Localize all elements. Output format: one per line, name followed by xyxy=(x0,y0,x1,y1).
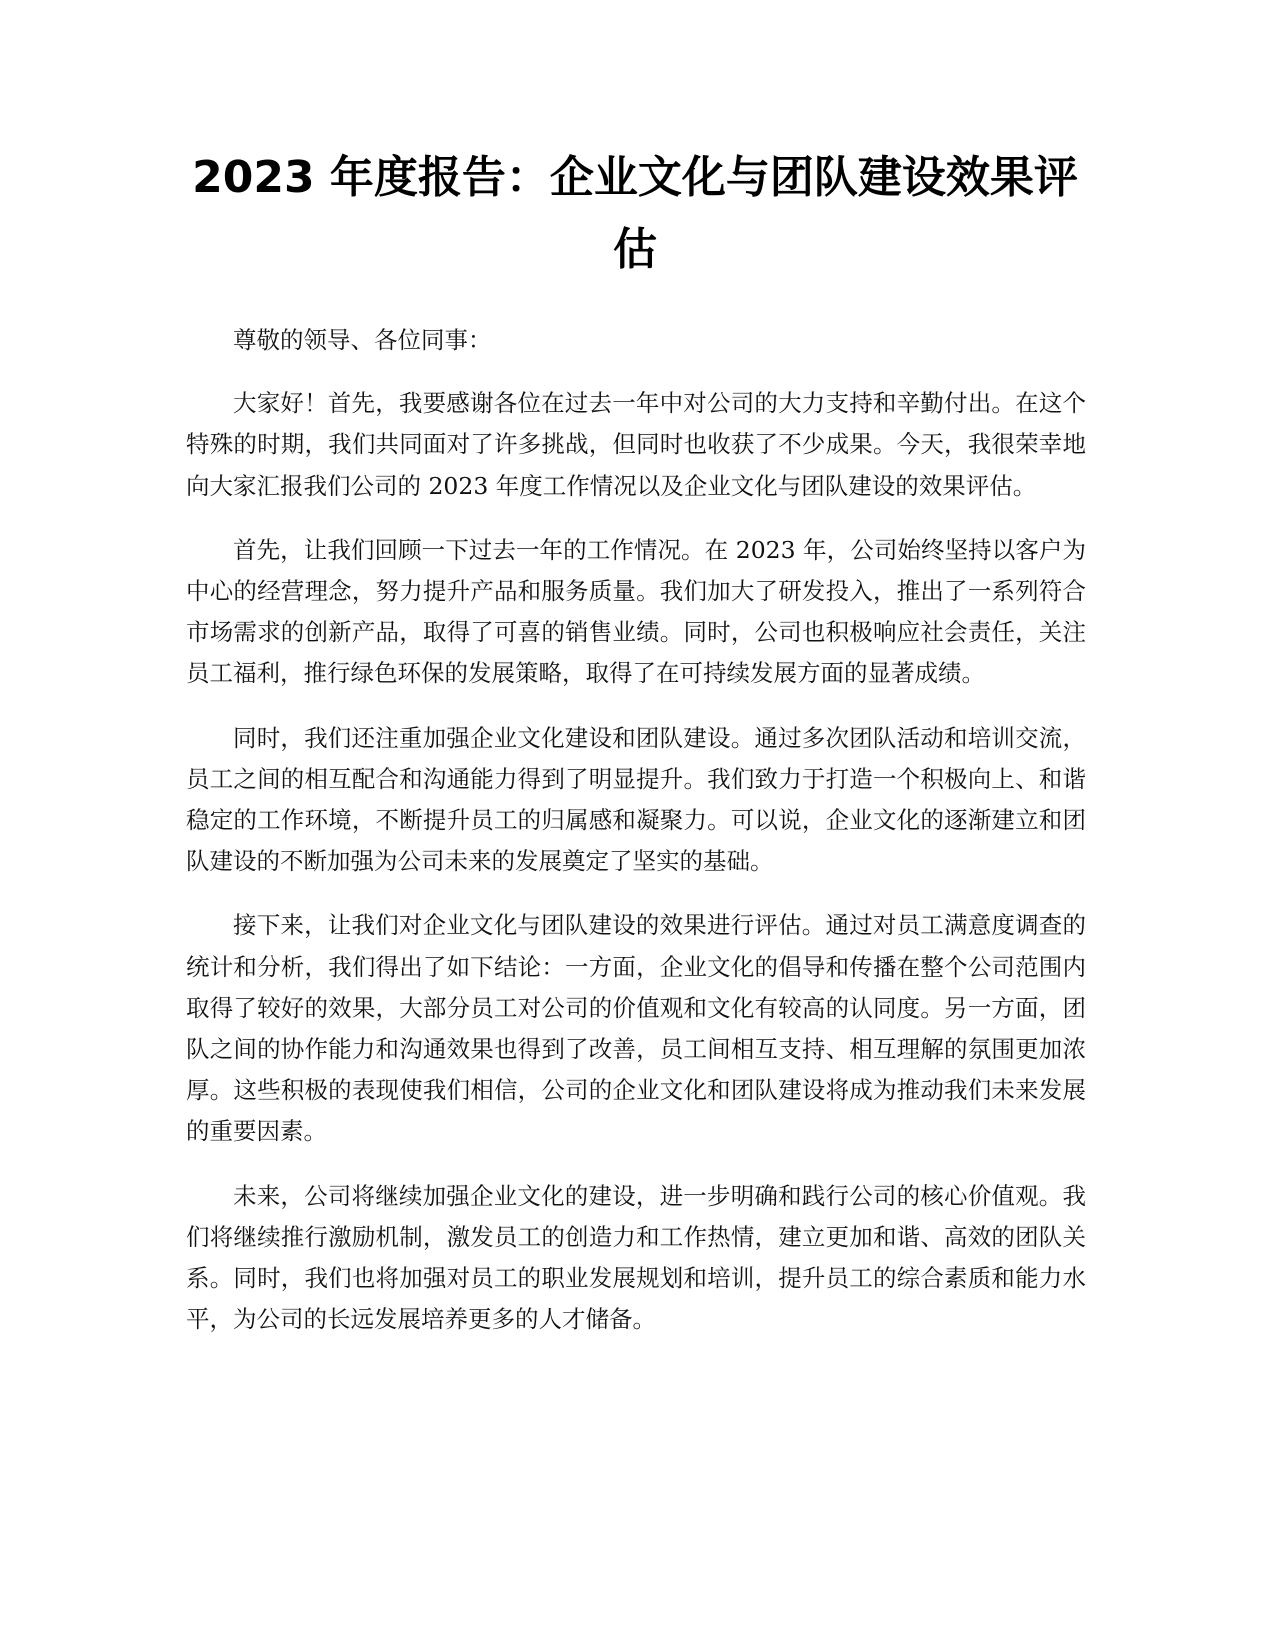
greeting: 尊敬的领导、各位同事： xyxy=(233,326,492,354)
paragraph-2: 首先，让我们回顾一下过去一年的工作情况。在 2023 年，公司始终坚持以客户为中心的经营理念，努力提升产品和服务质量。我们加大了研发投入，推出了一系列符合市场需求的创新产品，取得了可喜的销售业绩。同时，公司也积极响应社会责任，关注员工福利，推行绿色环保的发展策略，取得了在可持续发展方面的显著成绩。 xyxy=(186,535,1086,688)
document-title: 2023 年度报告：企业文化与团队建设效果评估 xyxy=(192,152,1078,275)
paragraph-3: 同时，我们还注重加强企业文化建设和团队建设。通过多次团队活动和培训交流，员工之间的相互配合和沟通能力得到了明显提升。我们致力于打造一个积极向上、和谐稳定的工作环境，不断提升员工的归属感和凝聚力。可以说，企业文化的逐渐建立和团队建设的不断加强为公司未来的发展奠定了坚实的基础。 xyxy=(186,723,1086,876)
paragraph-5: 未来，公司将继续加强企业文化的建设，进一步明确和践行公司的核心价值观。我们将继续推行激励机制，激发员工的创造力和工作热情，建立更加和谐、高效的团队关系。同时，我们也将加强对员工的职业发展规划和培训，提升员工的综合素质和能力水平，为公司的长远发展培养更多的人才储备。 xyxy=(186,1181,1086,1334)
document-body xyxy=(186,320,1086,1363)
paragraph-1: 大家好！首先，我要感谢各位在过去一年中对公司的大力支持和辛勤付出。在这个特殊的时期，我们共同面对了许多挑战，但同时也收获了不少成果。今天，我很荣幸地向大家汇报我们公司的 2023 年度工作情况以及企业文化与团队建设的效果评估。 xyxy=(186,389,1086,500)
paragraph-4: 接下来，让我们对企业文化与团队建设的效果进行评估。通过对员工满意度调查的统计和分析，我们得出了如下结论：一方面，企业文化的倡导和传播在整个公司范围内取得了较好的效果，大部分员工对公司的价值观和文化有较高的认同度。另一方面，团队之间的协作能力和沟通效果也得到了改善，员工间相互支持、相互理解的氛围更加浓厚。这些积极的表现使我们相信，公司的企业文化和团队建设将成为推动我们未来发展的重要因素。 xyxy=(186,911,1086,1146)
